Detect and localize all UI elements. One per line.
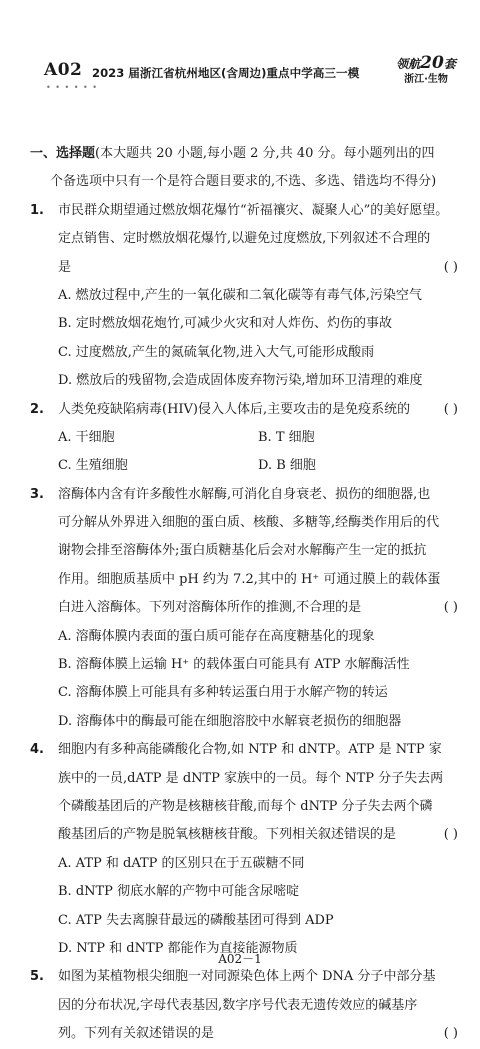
answer-bracket: ( ) xyxy=(443,259,458,275)
logo-subject: 浙江·生物 xyxy=(404,74,448,85)
question-stem-line: 因的分布状况,字母代表基因,数字序号代表无遗传效应的碱基序 xyxy=(58,997,418,1013)
answer-bracket: ( ) xyxy=(443,1026,458,1042)
section-intro: (本大题共 20 小题,每小题 2 分,共 40 分。每小题列出的四 xyxy=(95,146,435,161)
answer-bracket: ( ) xyxy=(443,401,458,417)
question-stem-line: 市民群众期望通过燃放烟花爆竹“祈福禳灾、凝聚人心”的美好愿望。 xyxy=(58,202,449,218)
exam-content xyxy=(30,140,470,1049)
option-b: B. 溶酶体膜上运输 H⁺ 的载体蛋白可能具有 ATP 水解酶活性 xyxy=(58,657,410,673)
option-c: C. ATP 失去离腺苷最远的磷酸基团可得到 ADP xyxy=(58,912,334,928)
option-b: B. 定时燃放烟花炮竹,可减少火灾和对人炸伤、灼伤的事故 xyxy=(58,316,392,332)
option-c: C. 溶酶体膜上可能具有多种转运蛋白用于水解产物的转运 xyxy=(58,685,388,701)
question-stem-line: 定点销售、定时燃放烟花爆竹,以避免过度燃放,下列叙述不合理的 xyxy=(58,231,431,247)
question-stem-line: 是 xyxy=(58,259,72,275)
option-a: A. 干细胞 xyxy=(58,429,115,445)
option-b: B. dNTP 彻底水解的产物中可能含尿嘧啶 xyxy=(58,884,300,900)
question-stem-line: 酸基团后的产物是脱氧核糖核苷酸。下列相关叙述错误的是 xyxy=(58,827,397,843)
page-number: A02－1 xyxy=(218,952,262,966)
question-number: 2. xyxy=(30,401,44,417)
option-a: A. 燃放过程中,产生的一氧化碳和二氧化碳等有毒气体,污染空气 xyxy=(58,287,422,303)
answer-bracket: ( ) xyxy=(443,827,458,843)
question-stem-line: 如图为某植物根尖细胞一对同源染色体上两个 DNA 分子中部分基 xyxy=(58,969,436,985)
logo-top: 领航20套 xyxy=(396,53,456,73)
section-title: 一、选择题 xyxy=(30,146,96,161)
series-logo xyxy=(396,54,456,96)
question-4 xyxy=(30,736,470,963)
question-stem-line: 可分解从外界进入细胞的蛋白质、核酸、多糖等,经酶类作用后的代 xyxy=(58,515,440,531)
option-c: C. 生殖细胞 xyxy=(58,458,128,474)
question-1 xyxy=(30,197,470,396)
question-2 xyxy=(30,396,470,481)
paper-code: A02 xyxy=(44,60,83,80)
answer-bracket: ( ) xyxy=(443,600,458,616)
option-c: C. 过度燃放,产生的氮硫氧化物,进入大气,可能形成酸雨 xyxy=(58,344,375,360)
question-stem-line: 族中的一员,dATP 是 dNTP 家族中的一员。每个 NTP 分子失去两 xyxy=(58,770,444,786)
question-stem-line: 细胞内有多种高能磷酸化合物,如 NTP 和 dNTP。ATP 是 NTP 家 xyxy=(58,742,442,758)
question-number: 1. xyxy=(30,202,44,218)
question-5 xyxy=(30,963,470,1048)
section-heading xyxy=(30,140,470,168)
section-intro-line2: 个备选项中只有一个是符合题目要求的,不选、多选、错选均不得分) xyxy=(50,174,437,190)
question-number: 4. xyxy=(30,742,44,758)
question-stem-line: 人类免疫缺陷病毒(HIV)侵入人体后,主要攻击的是免疫系统的 xyxy=(58,401,411,417)
option-a: A. ATP 和 dATP 的区别只在于五碳糖不同 xyxy=(58,855,305,871)
option-d: D. B 细胞 xyxy=(258,458,316,474)
option-d: D. 溶酶体中的酶最可能在细胞溶胶中水解衰老损伤的细胞器 xyxy=(58,713,402,729)
option-a: A. 溶酶体膜内表面的蛋白质可能存在高度糖基化的现象 xyxy=(58,628,375,644)
page-header xyxy=(0,0,480,108)
option-d: D. NTP 和 dNTP 都能作为直接能源物质 xyxy=(58,940,298,956)
question-stem-line: 个磷酸基团后的产物是核糖核苷酸,而每个 dNTP 分子失去两个磷 xyxy=(58,798,433,814)
decorative-dots: • • • • • • xyxy=(46,83,99,92)
question-3 xyxy=(30,481,470,737)
question-number: 3. xyxy=(30,486,44,502)
exam-title: 2023 届浙江省杭州地区(含周边)重点中学高三一模 xyxy=(92,66,360,80)
question-stem-line: 列。下列有关叙述错误的是 xyxy=(58,1026,215,1042)
question-stem-line: 白进入溶酶体。下列对溶酶体所作的推测,不合理的是 xyxy=(58,600,362,616)
option-d: D. 燃放后的残留物,会造成固体废弃物污染,增加环卫清理的难度 xyxy=(58,373,423,389)
option-b: B. T 细胞 xyxy=(258,429,315,445)
question-stem-line: 作用。细胞质基质中 pH 约为 7.2,其中的 H⁺ 可通过膜上的载体蛋 xyxy=(58,571,441,587)
question-number: 5. xyxy=(30,969,44,985)
question-stem-line: 溶酶体内含有许多酸性水解酶,可消化自身衰老、损伤的细胞器,也 xyxy=(58,486,431,502)
question-stem-line: 谢物会排至溶酶体外;蛋白质糖基化后会对水解酶产生一定的抵抗 xyxy=(58,543,427,559)
